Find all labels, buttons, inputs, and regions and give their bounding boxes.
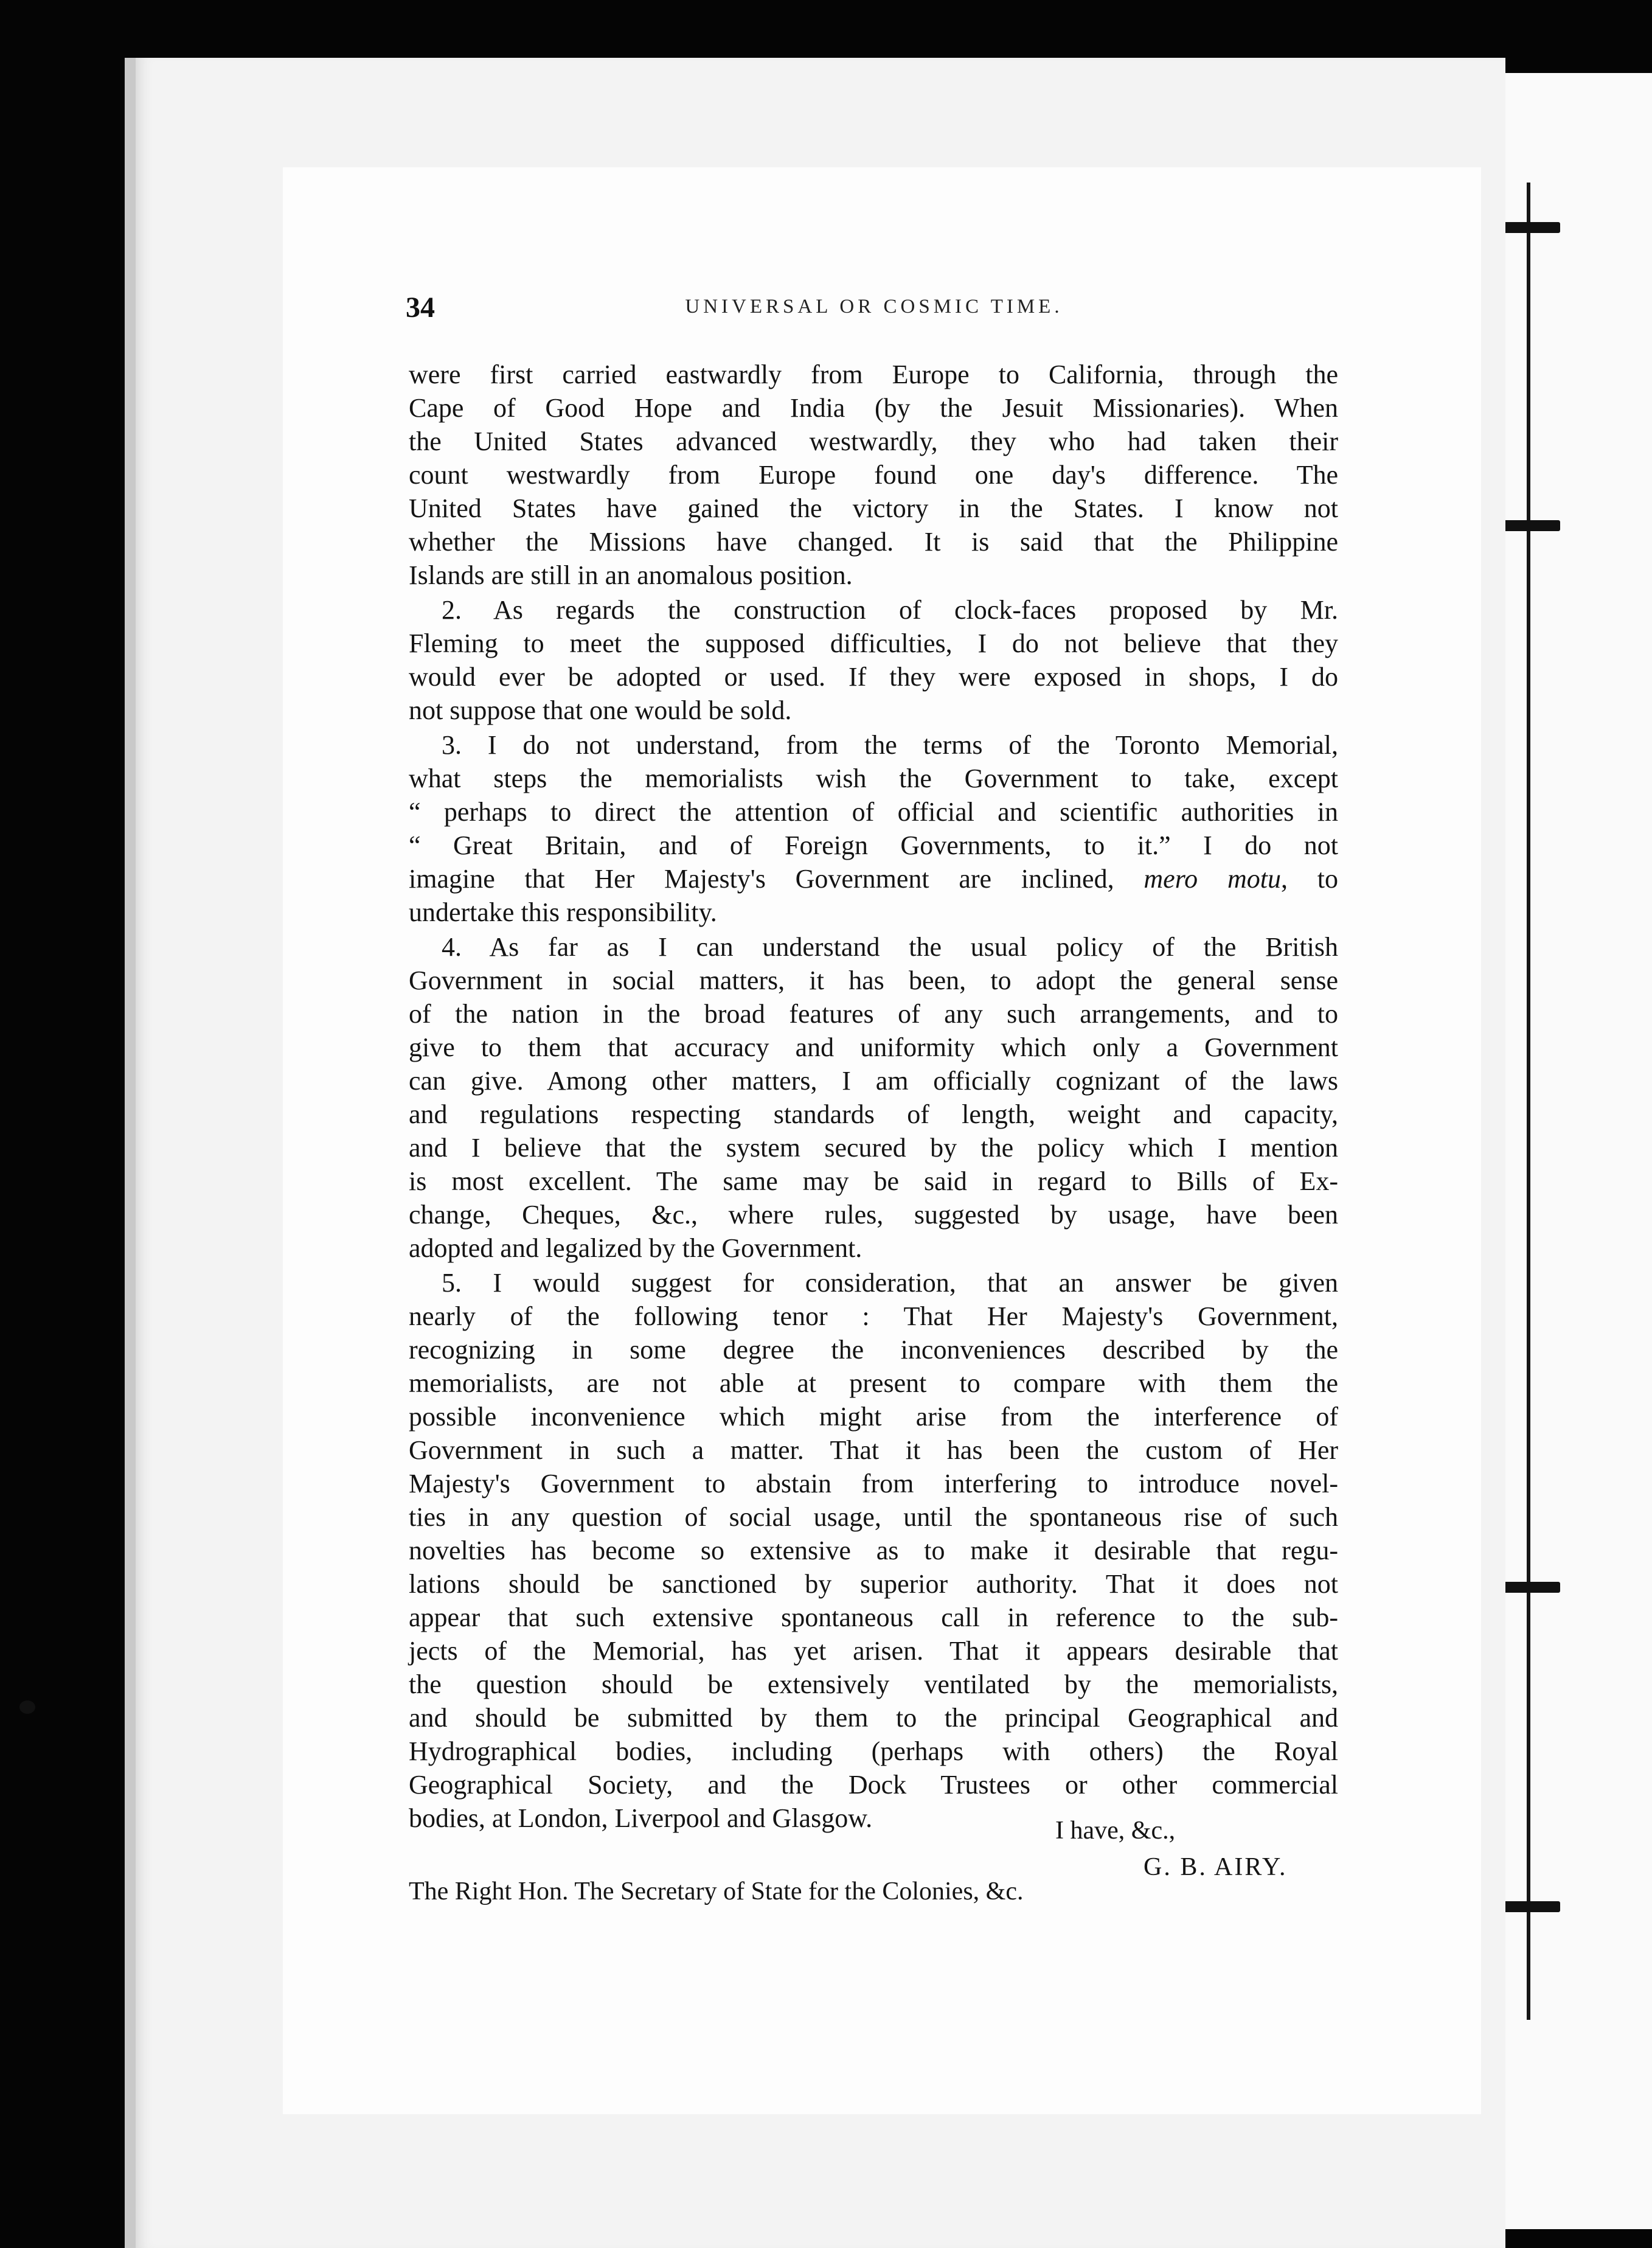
- text-line: Government in such a matter. That it has been the custom of Her: [409, 1435, 1338, 1465]
- text-line: adopted and legalized by the Government.: [409, 1233, 862, 1263]
- text-line: memorialists, are not able at present to compare with them the: [409, 1368, 1338, 1398]
- text-line: “ perhaps to direct the attention of official and scientific authorities in: [409, 797, 1338, 827]
- text-line: the United States advanced westwardly, they who had taken their: [409, 426, 1338, 456]
- text-line: recognizing in some degree the inconveniences described by the: [409, 1335, 1338, 1365]
- text-line: count westwardly from Europe found one day's difference. The: [409, 460, 1338, 490]
- text-line: Fleming to meet the supposed difficulties, I do not believe that they: [409, 628, 1338, 658]
- addressee-line: The Right Hon. The Secretary of State for the Colonies, &c.: [409, 1877, 1024, 1905]
- text-line: nearly of the following tenor : That Her Majesty's Government,: [409, 1301, 1338, 1331]
- text-line: is most excellent. The same may be said in regard to Bills of Ex-: [409, 1166, 1338, 1196]
- page-header: [406, 291, 1342, 333]
- text-line: ties in any question of social usage, until the spontaneous rise of such: [409, 1502, 1338, 1532]
- text-line: novelties has become so extensive as to make it desirable that regu-: [409, 1536, 1338, 1565]
- text-line: Majesty's Government to abstain from interfering to introduce novel-: [409, 1469, 1338, 1498]
- text-line: imagine that Her Majesty's Government are inclined, mero motu, to: [409, 864, 1338, 894]
- text-line: not suppose that one would be sold.: [409, 695, 792, 725]
- binding-tab: [1502, 1582, 1560, 1593]
- text-line: and I believe that the system secured by the policy which I mention: [409, 1133, 1338, 1163]
- text-line: appear that such extensive spontaneous call in reference to the sub-: [409, 1602, 1338, 1632]
- text-line: possible inconvenience which might arise from the interference of: [409, 1402, 1338, 1432]
- text-line: were first carried eastwardly from Europe to California, through the: [409, 360, 1338, 389]
- text-line: Islands are still in an anomalous position.: [409, 560, 853, 590]
- text-line: can give. Among other matters, I am officially cognizant of the laws: [409, 1066, 1338, 1096]
- text-line: 2. As regards the construction of clock-faces proposed by Mr.: [442, 595, 1338, 625]
- text-line: and should be submitted by them to the principal Geographical and: [409, 1703, 1338, 1733]
- binding-tab: [1502, 1901, 1560, 1912]
- text-line: Cape of Good Hope and India (by the Jesuit Missionaries). When: [409, 393, 1338, 423]
- text-line: bodies, at London, Liverpool and Glasgow.: [409, 1803, 873, 1833]
- text-line: whether the Missions have changed. It is said that the Philippine: [409, 527, 1338, 557]
- binding-tab: [1502, 222, 1560, 233]
- signature: G. B. AIRY.: [1144, 1853, 1288, 1881]
- running-title: UNIVERSAL OR COSMIC TIME.: [685, 296, 1063, 318]
- page-number: 34: [406, 291, 435, 324]
- text-line: 4. As far as I can understand the usual policy of the British: [442, 932, 1338, 962]
- letter-body: [409, 358, 1338, 1835]
- text-line: undertake this responsibility.: [409, 897, 717, 927]
- text-line: Geographical Society, and the Dock Trustees or other commercial: [409, 1770, 1338, 1800]
- text-line: of the nation in the broad features of any such arrangements, and to: [409, 999, 1338, 1029]
- text-line: “ Great Britain, and of Foreign Governments, to it.” I do not: [409, 830, 1338, 860]
- text-line: what steps the memorialists wish the Government to take, except: [409, 764, 1338, 793]
- text-line: 3. I do not understand, from the terms of the Toronto Memorial,: [442, 730, 1338, 760]
- text-line: change, Cheques, &c., where rules, suggested by usage, have been: [409, 1200, 1338, 1230]
- text-line: jects of the Memorial, has yet arisen. That it appears desirable that: [409, 1636, 1338, 1666]
- text-line: and regulations respecting standards of length, weight and capacity,: [409, 1099, 1338, 1129]
- latin-phrase: mero motu: [1144, 864, 1281, 894]
- text-line: give to them that accuracy and uniformity which only a Government: [409, 1032, 1338, 1062]
- text-line: 5. I would suggest for consideration, that an answer be given: [442, 1268, 1338, 1298]
- text-line: Hydrographical bodies, including (perhaps with others) the Royal: [409, 1736, 1338, 1766]
- margin-dot: [19, 1700, 35, 1714]
- binding-thread: [1527, 183, 1530, 2020]
- text-line: United States have gained the victory in the States. I know not: [409, 493, 1338, 523]
- text-line: the question should be extensively ventilated by the memorialists,: [409, 1669, 1338, 1699]
- text-line: would ever be adopted or used. If they were exposed in shops, I do: [409, 662, 1338, 692]
- binding-tab: [1502, 520, 1560, 531]
- valediction: I have, &c.,: [1055, 1817, 1176, 1845]
- text-line: Government in social matters, it has been, to adopt the general sense: [409, 966, 1338, 995]
- text-line: lations should be sanctioned by superior authority. That it does not: [409, 1569, 1338, 1599]
